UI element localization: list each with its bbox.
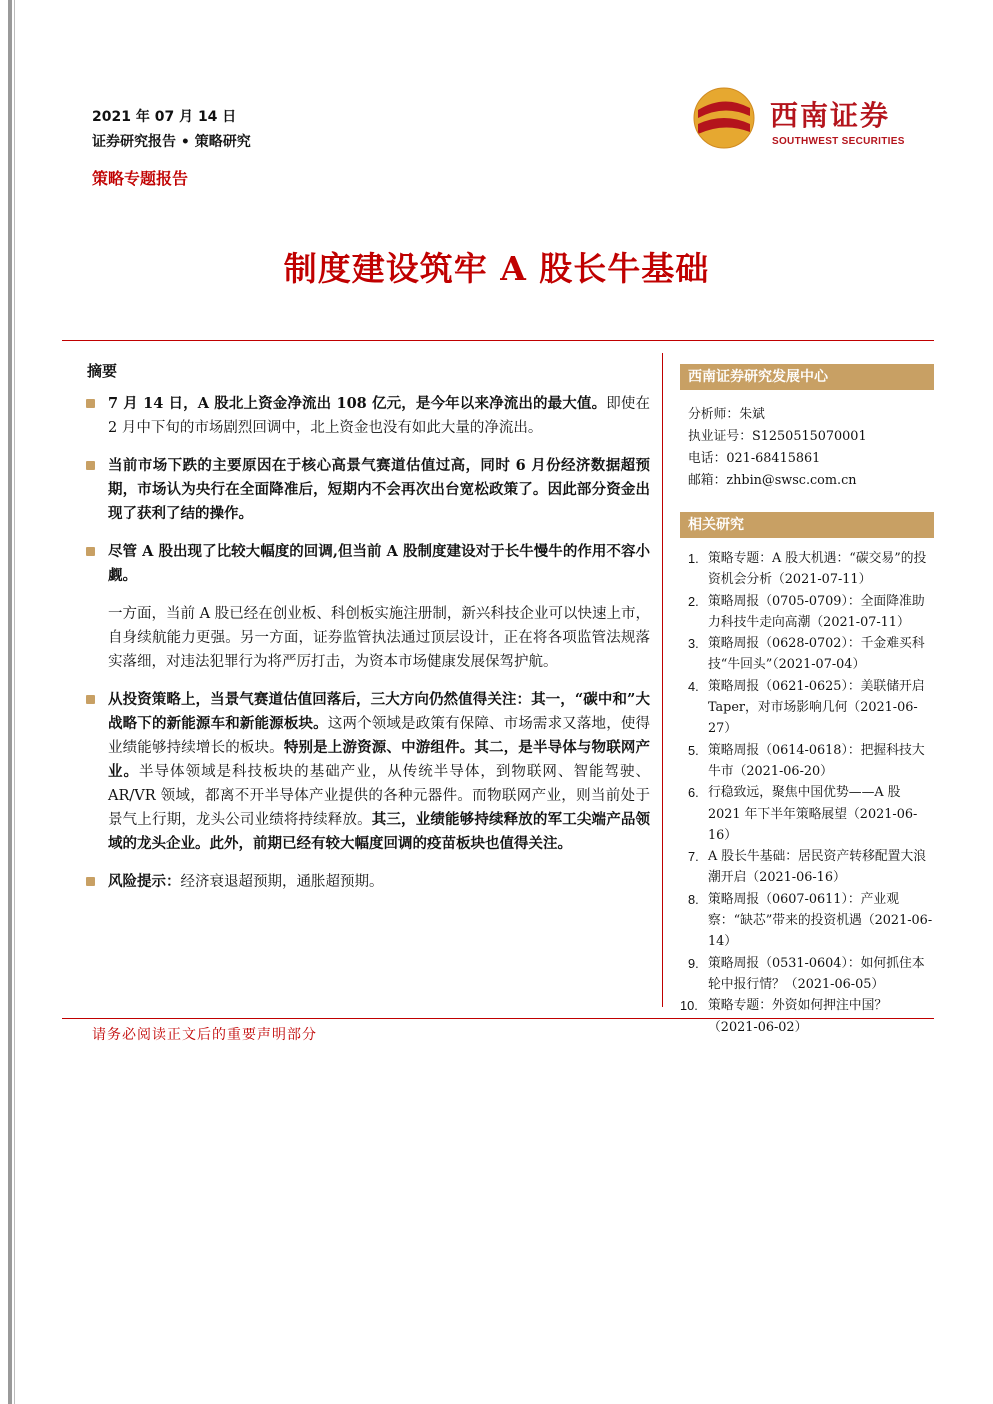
related-item-number: 10. xyxy=(680,998,698,1014)
bullet-5-bold-1: 从投资策略上，当景气赛道估值回落后，三大方向仍然值得关注：其一，“碳中和”大战略下的新能源车和新能源板块。 xyxy=(108,691,650,732)
related-item-number: 7. xyxy=(688,849,699,865)
related-item-number: 4. xyxy=(688,678,699,694)
report-type: 策略专题报告 xyxy=(92,169,189,188)
risk-warning xyxy=(84,870,650,894)
bullet-1-text: 即使在 2 月中下旬的市场剧烈回调中，北上资金也没有如此大量的净流出。 xyxy=(108,396,650,436)
logo-name: 西南证券 xyxy=(770,99,891,132)
related-item-number: 8. xyxy=(688,891,699,907)
related-item-text: 策略周报（0628-0702）：千金难买科技“牛回头”（2021-07-04） xyxy=(708,636,925,673)
analyst-info xyxy=(680,404,934,492)
report-title: 制度建设筑牢 A 股长牛基础 xyxy=(283,249,710,288)
footer-divider xyxy=(62,1018,934,1019)
abstract-body xyxy=(84,392,650,908)
page-edge-line xyxy=(14,0,15,1404)
related-item-text: 行稳致远，聚焦中国优势——A 股 2021 年下半年策略展望（2021-06-16） xyxy=(708,785,918,843)
analyst-phone: 电话：021-68415861 xyxy=(688,451,821,466)
abstract-paragraph-4: 一方面，当前 A 股已经在创业板、科创板实施注册制，新兴科技企业可以快速上市，自身续航能力更强。另一方面，证券监管执法通过顶层设计，正在将各项监管法规落实落细，对违法犯罪行为将严厉打击，为资本市场健康发展保驾护航。 xyxy=(108,606,650,670)
related-item xyxy=(680,633,934,676)
related-item-number: 3. xyxy=(688,636,699,652)
bullet-5-bold-2: 特别是上游资源、中游组件。其二，是半导体与物联网产业。 xyxy=(108,739,651,780)
research-center-heading: 西南证券研究发展中心 xyxy=(680,364,934,390)
page-edge-bar xyxy=(8,0,12,1404)
abstract-bullet-5 xyxy=(84,688,650,856)
analyst-email: 邮箱：zhbin@swsc.com.cn xyxy=(688,473,857,488)
bullet-1-bold: 7 月 14 日，A 股北上资金净流出 108 亿元，是今年以来净流出的最大值。 xyxy=(108,395,607,412)
related-item xyxy=(680,740,934,783)
bullet-5-bold-3: 其三，业绩能够持续释放的军工尖端产品领域的龙头企业。此外，前期已经有较大幅度回调的疫苗板块也值得关注。 xyxy=(108,811,650,852)
related-item-text: 策略周报（0607-0611）：产业观察：“缺芯”带来的投资机遇（2021-06-14） xyxy=(708,891,933,950)
related-item-text: 策略周报（0614-0618）：把握科技大牛市（2021-06-20） xyxy=(708,742,925,779)
sidebar xyxy=(680,364,934,1038)
related-item-number: 1. xyxy=(688,551,699,566)
report-category: 证券研究报告 • 策略研究 xyxy=(92,134,251,150)
related-item xyxy=(680,953,934,996)
title-divider xyxy=(62,340,934,341)
related-item xyxy=(680,676,934,740)
related-item-text: A 股长牛基础：居民资产转移配置大浪潮开启（2021-06-16） xyxy=(708,849,927,886)
related-item-number: 6. xyxy=(688,785,699,801)
bullet-3-bold: 尽管 A 股出现了比较大幅度的回调,但当前 A 股制度建设对于长牛慢牛的作用不容小觑。 xyxy=(108,543,650,584)
footer-notice: 请务必阅读正文后的重要声明部分 xyxy=(92,1027,317,1043)
risk-text: 经济衰退超预期，通胀超预期。 xyxy=(180,874,384,890)
related-item-text: 策略专题：A 股大机遇：“碳交易”的投资机会分析（2021-07-11） xyxy=(708,551,927,588)
related-item-number: 5. xyxy=(688,742,699,758)
logo-english: SOUTHWEST SECURITIES xyxy=(772,136,905,147)
related-item-text: 策略专题：外资如何押注中国？（2021-06-02） xyxy=(708,998,888,1035)
abstract-bullet-1 xyxy=(84,392,650,440)
related-item xyxy=(680,889,934,953)
abstract-bullet-3 xyxy=(84,540,650,588)
related-research-list xyxy=(680,548,934,1038)
bullet-5-text-2: 半导体领域是科技板块的基础产业，从传统半导体，到物联网、智能驾驶、AR/VR 领域，都离不开半导体产业提供的各种元器件。而物联网产业，则当前处于景气上行期，龙头公司业绩将持续释放。 xyxy=(108,764,650,828)
related-item xyxy=(680,548,934,591)
bullet-2-bold: 当前市场下跌的主要原因在于核心高景气赛道估值过高，同时 6 月份经济数据超预期，市场认为央行在全面降准后，短期内不会再次出台宽松政策了。因此部分资金出现了获利了结的操作。 xyxy=(108,457,650,522)
analyst-name: 分析师：朱斌 xyxy=(688,407,765,422)
related-item-number: 2. xyxy=(688,593,699,609)
bullet-5-text-1: 这两个领域是政策有保障、市场需求又落地，使得业绩能够持续增长的板块。 xyxy=(108,716,651,756)
related-item-number: 9. xyxy=(688,955,699,971)
risk-label: 风险提示： xyxy=(108,873,181,890)
analyst-license: 执业证号：S1250515070001 xyxy=(688,429,867,444)
report-date: 2021 年 07 月 14 日 xyxy=(92,109,237,125)
related-research-heading: 相关研究 xyxy=(680,512,934,538)
related-item-text: 策略周报（0531-0604）：如何抓住本轮中报行情？（2021-06-05） xyxy=(708,955,925,992)
related-item xyxy=(680,782,934,846)
related-item-text: 策略周报（0621-0625）：美联储开启 Taper，对市场影响几何（2021-06-27） xyxy=(708,678,925,737)
abstract-bullet-2 xyxy=(84,454,650,526)
column-divider xyxy=(662,353,663,1007)
company-logo xyxy=(692,86,932,152)
logo-emblem-icon xyxy=(692,86,756,150)
abstract-heading: 摘要 xyxy=(87,362,118,380)
related-item xyxy=(680,591,934,634)
related-item xyxy=(680,995,934,1038)
related-item xyxy=(680,846,934,889)
related-item-text: 策略周报（0705-0709）：全面降准助力科技牛走向高潮（2021-07-11） xyxy=(708,593,925,630)
